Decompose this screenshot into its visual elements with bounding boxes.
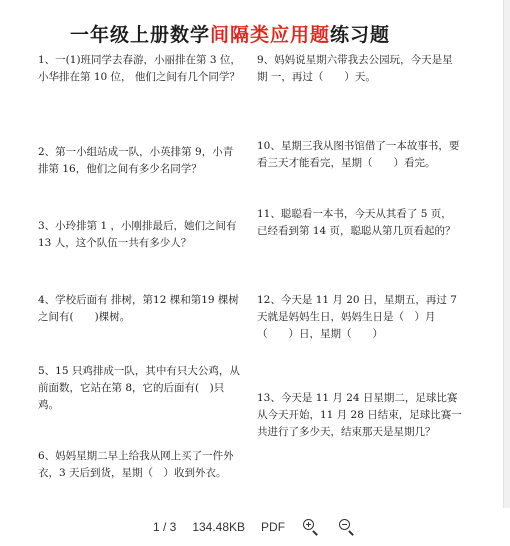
question-4: 4、学校后面有 排树，第12 棵和第19 棵树之间有( )棵树。 xyxy=(38,294,239,323)
question-1: 1、一(1)班同学去春游，小丽排在第 3 位，小华排在第 10 位， 他们之间有几个同学？ xyxy=(38,54,241,83)
question-9: 9、妈妈说星期六带我去公园玩，今天是星期 一，再过（ ）天。 xyxy=(257,54,453,83)
file-size: 134.48KB xyxy=(192,520,246,534)
zoom-in-icon[interactable] xyxy=(301,517,321,537)
scrollbar[interactable] xyxy=(503,0,510,508)
page-title xyxy=(70,20,440,47)
viewer-toolbar xyxy=(0,508,510,546)
question-2: 2、第一小组站成一队，小英排第 9，小青排第 16，他们之间有多少名同学？ xyxy=(38,146,234,175)
question-6: 6、妈妈星期二早上给我从网上买了一件外衣，3 天后到货，星期（ ）收到外衣。 xyxy=(38,450,234,479)
question-10: 10、星期三我从图书馆借了一本故事书，要看三天才能看完，星期（ ）看完。 xyxy=(257,140,460,169)
title-part-2-highlight: 间隔类应用题 xyxy=(210,24,331,46)
question-12: 12、今天是 11 月 20 日，星期五，再过 7 天就是妈妈生日，妈妈生日是（ ）月（ ）日，星期（ ） xyxy=(257,294,457,340)
title-part-3: 练习题 xyxy=(330,24,391,46)
title-part-1: 一年级上册数学 xyxy=(70,24,211,46)
question-13: 13、今天是 11 月 24 日星期二，足球比赛从今天开始，11 月 28 日结束，足球比赛一共进行了多少天，结束那天是星期几？ xyxy=(257,392,462,438)
zoom-out-icon[interactable] xyxy=(337,517,357,537)
file-type: PDF xyxy=(261,520,286,534)
page-indicator: 1 / 3 xyxy=(152,520,177,534)
question-3: 3、小玲排第 1 ，小刚排最后，她们之间有 13 人，这个队伍一共有多少人？ xyxy=(38,220,237,249)
question-5: 5、15 只鸡排成一队，其中有只大公鸡，从前面数，它站在第 8，它的后面有( )只鸡。 xyxy=(38,365,240,411)
question-11: 11、聪聪看一本书，今天从其看了 5 页，已经看到第 14 页，聪聪从第几页看起的？ xyxy=(257,208,456,237)
